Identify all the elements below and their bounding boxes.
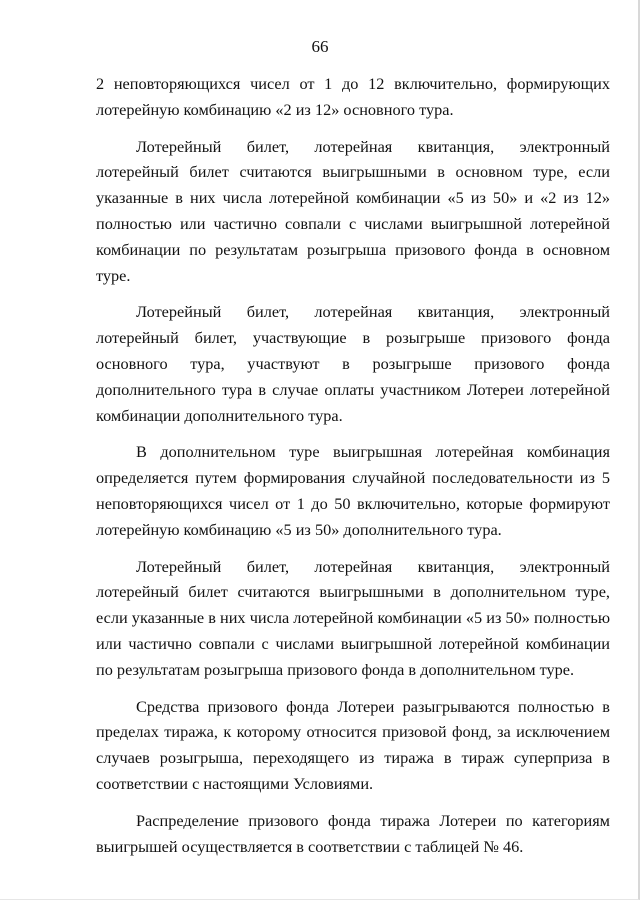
paragraph-prize-fund-draw: Средства призового фонда Лотереи разыгрываются полностью в пределах тиража, к которому относится призовой фонд, за исключением случаев розыгрыша, переходящего из тиража в тираж суперприза в соответствии с настоящими Условиями. xyxy=(96,696,610,793)
paragraph-main-tour-winning: Лотерейный билет, лотерейная квитанция, электронный лотерейный билет считаются выигрышными в основном туре, если указанные в них числа лотерейной комбинации «5 из 50» и «2 из 12» полностью или частично совпали с числами выигрышной лотерейной комбинации по результатам розыгрыша призового фонда в основном туре. xyxy=(96,136,610,285)
paragraph-prize-distribution: Распределение призового фонда тиража Лотереи по категориям выигрышей осуществляется в соответствии с таблицей № 46. xyxy=(96,810,610,856)
paragraph-additional-tour-participation: Лотерейный билет, лотерейная квитанция, электронный лотерейный билет, участвующие в розыгрыше призового фонда основного тура, участвуют в розыгрыше призового фонда дополнительного тура в случае оплаты участником Лотереи лотерейной комбинации дополнительного тура. xyxy=(96,302,610,425)
paragraph-additional-tour-winning: Лотерейный билет, лотерейная квитанция, электронный лотерейный билет считаются выигрышными в дополнительном туре, если указанные в них числа лотерейной комбинации «5 из 50» полностью или частично совпали с числами выигрышной лотерейной комбинации по результатам розыгрыша призового фонда в дополнительном туре. xyxy=(96,556,610,679)
paragraph-continuation: 2 неповторяющихся чисел от 1 до 12 включительно, формирующих лотерейную комбинацию «2 из 12» основного тура. xyxy=(96,74,610,119)
paragraph-additional-tour-combination: В дополнительном туре выигрышная лотерейная комбинация определяется путем формирования случайной последовательности из 5 неповторяющихся чисел от 1 до 50 включительно, которые формируют лотерейную комбинацию «5 из 50» дополнительного тура. xyxy=(96,442,610,539)
document-body xyxy=(96,71,610,870)
page-number: 66 xyxy=(311,37,329,56)
